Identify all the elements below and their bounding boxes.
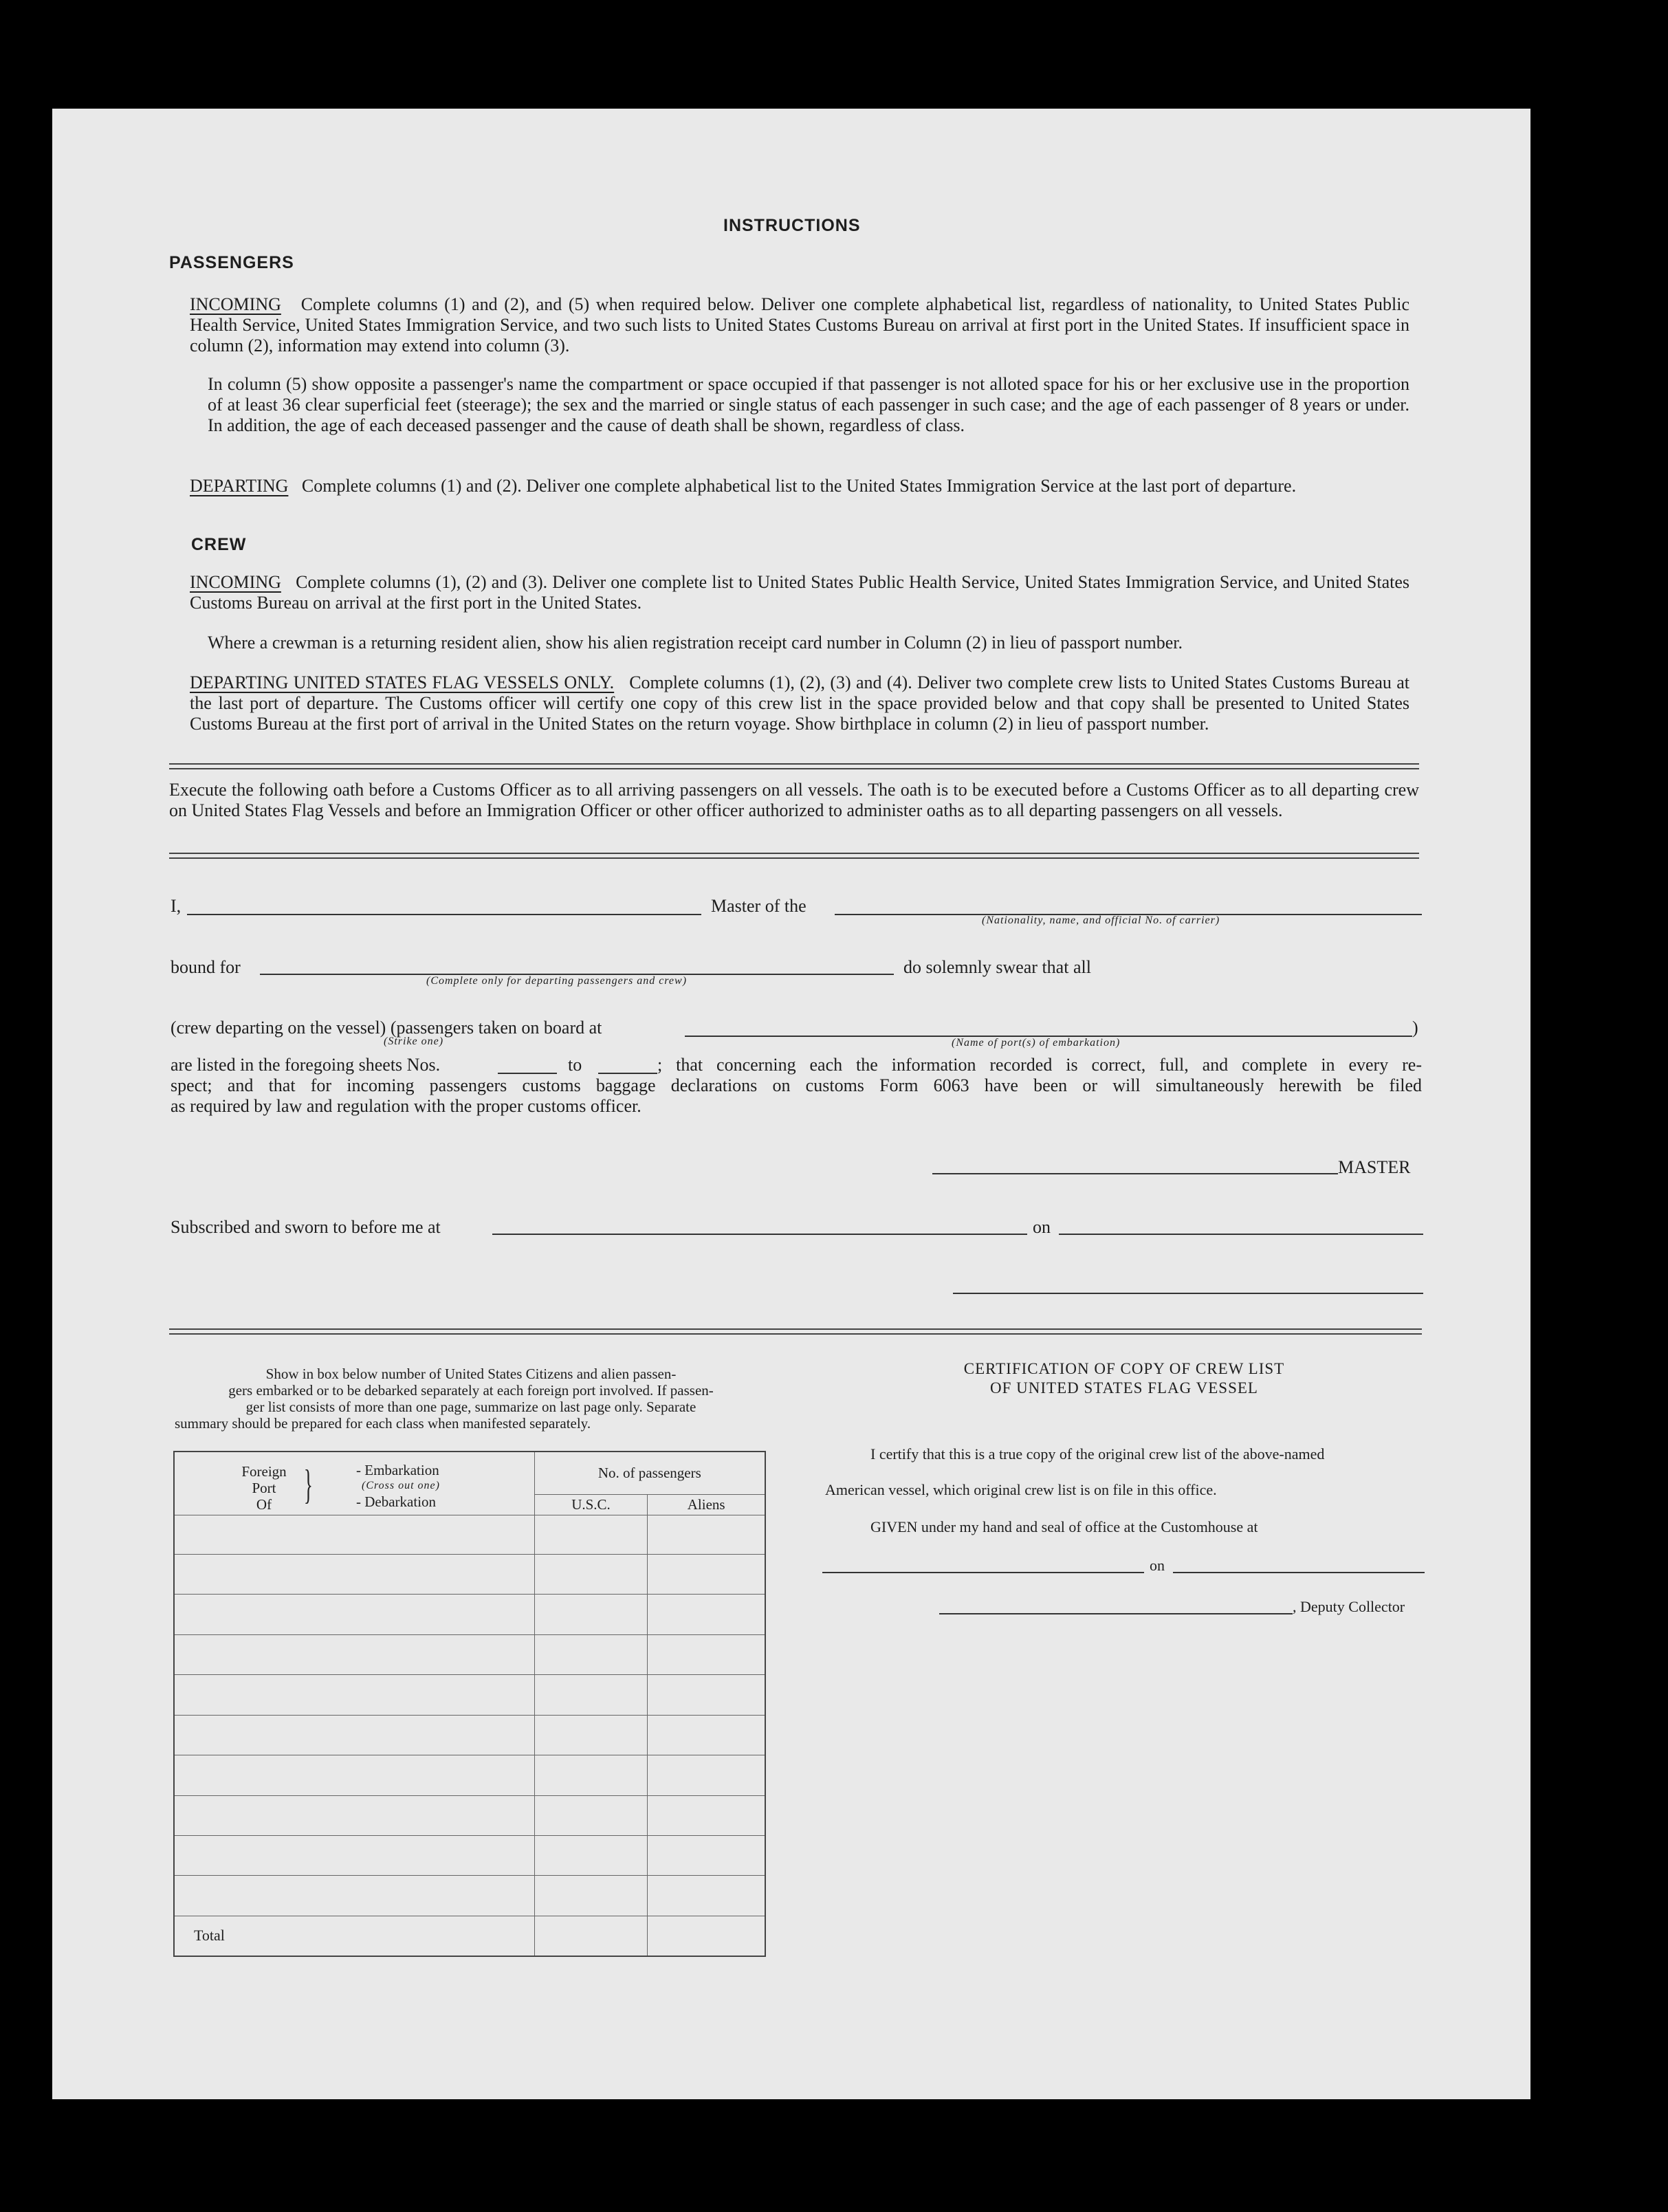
passengers-incoming-paragraph xyxy=(190,294,1409,356)
crew-departing-text: Complete columns (1), (2), (3) and (4). Deliver two complete crew lists to United States Customs Bureau at the last port of departure. The Customs officer will certify one copy of this crew list in the space provided below and that copy shall be presented to United States Customs Bureau at the first port of arrival in the United States on the return voyage. Show birthplace in column (2) in lieu of passport number. xyxy=(190,672,1410,734)
aliens-cell[interactable] xyxy=(648,1554,765,1594)
summary-instruction-line: gers embarked or to be debarked separately at each foreign port involved. If passen- xyxy=(228,1382,714,1399)
certification-line-2: American vessel, which original crew list is on file in this office. xyxy=(825,1481,1217,1498)
page-title: INSTRUCTIONS xyxy=(723,216,861,235)
port-cell[interactable] xyxy=(174,1515,534,1554)
foreign-port-header xyxy=(174,1452,534,1515)
passengers-incoming-text: Complete columns (1) and (2), and (5) when required below. Deliver one complete alphabetical list, regardless of nationality, to United States Public Health Service, United States Immigration Service, and two such lists to United States Customs Bureau on arrival at first port in the United States. If insufficient space in column (2), information may extend into column (3). xyxy=(190,294,1410,355)
table-row xyxy=(174,1876,765,1916)
swear-text: do solemnly swear that all xyxy=(903,957,1091,977)
table-row xyxy=(174,1795,765,1835)
subscribed-label: Subscribed and sworn to before me at xyxy=(171,1217,441,1237)
total-label: Total xyxy=(194,1927,225,1945)
passengers-incoming-label: INCOMING xyxy=(190,294,281,314)
usc-cell[interactable] xyxy=(534,1554,648,1594)
passengers-column5-paragraph: In column (5) show opposite a passenger's name the compartment or space occupied if that passenger is not alloted space for his or her exclusive use in the proportion of at least 36 clear superficial feet (steerage); the sex and the married or single status of each passenger in such case; and the age of each passenger of 8 years or under. In addition, the age of each deceased passenger and the cause of death shall be shown, regardless of class. xyxy=(208,374,1409,435)
crew-departing-paragraph xyxy=(190,672,1409,734)
table-row xyxy=(174,1715,765,1755)
aliens-cell[interactable] xyxy=(648,1515,765,1554)
aliens-cell[interactable] xyxy=(648,1755,765,1795)
embarkation-label: - Embarkation xyxy=(356,1462,439,1478)
cross-out-caption: (Cross out one) xyxy=(362,1480,440,1491)
usc-cell[interactable] xyxy=(534,1634,648,1674)
usc-cell[interactable] xyxy=(534,1595,648,1634)
aliens-cell[interactable] xyxy=(648,1835,765,1875)
port-cell[interactable] xyxy=(174,1795,534,1835)
usc-cell[interactable] xyxy=(534,1835,648,1875)
summary-instruction-line: Show in box below number of United States Citizens and alien passen- xyxy=(265,1366,677,1382)
port-cell[interactable] xyxy=(174,1634,534,1674)
carrier-caption: (Nationality, name, and official No. of carrier) xyxy=(982,915,1220,926)
crew-resident-paragraph: Where a crewman is a returning resident alien, show his alien registration receipt card number in Column (2) in lieu of passport number. xyxy=(208,633,1183,653)
aliens-cell[interactable] xyxy=(648,1634,765,1674)
total-cell xyxy=(174,1916,534,1956)
port-cell[interactable] xyxy=(174,1675,534,1715)
brace-icon: } xyxy=(303,1462,313,1507)
bound-for-caption: (Complete only for departing passengers and crew) xyxy=(426,975,688,987)
aliens-header: Aliens xyxy=(648,1495,765,1515)
crew-heading: CREW xyxy=(191,535,247,554)
master-of-the-label: Master of the xyxy=(711,896,806,916)
usc-cell[interactable] xyxy=(534,1755,648,1795)
aliens-cell[interactable] xyxy=(648,1715,765,1755)
usc-cell[interactable] xyxy=(534,1675,648,1715)
certification-title-2: OF UNITED STATES FLAG VESSEL xyxy=(990,1379,1258,1397)
close-paren: ) xyxy=(1412,1018,1418,1038)
aliens-cell[interactable] xyxy=(648,1675,765,1715)
table-row xyxy=(174,1554,765,1594)
passenger-summary-table xyxy=(173,1451,766,1957)
crew-departing-label: DEPARTING UNITED STATES FLAG VESSELS ONLY. xyxy=(190,672,615,692)
crew-incoming-text: Complete columns (1), (2) and (3). Deliver one complete list to United States Public Health Service, United States Immigration Service, and United States Customs Bureau on arrival at the first port in the United States. xyxy=(190,572,1409,613)
sworn-date-field[interactable] xyxy=(1059,1234,1423,1235)
ports-caption: (Name of port(s) of embarkation) xyxy=(952,1037,1121,1049)
listed-text-b: ; that concerning each the information recorded is correct, full, and complete in every re- xyxy=(657,1055,1422,1075)
no-of-passengers-header: No. of passengers xyxy=(534,1452,765,1495)
deputy-signature-field[interactable] xyxy=(939,1613,1293,1614)
certification-date-field[interactable] xyxy=(1173,1572,1425,1573)
divider xyxy=(169,763,1419,769)
usc-total-cell[interactable] xyxy=(534,1916,648,1956)
passengers-departing-paragraph xyxy=(190,476,1409,496)
crew-passengers-choice: (crew departing on the vessel) (passengers taken on board at xyxy=(171,1018,602,1038)
table-row xyxy=(174,1634,765,1674)
crew-incoming-paragraph xyxy=(190,572,1409,613)
port-cell[interactable] xyxy=(174,1755,534,1795)
customhouse-field[interactable] xyxy=(822,1572,1144,1573)
usc-header: U.S.C. xyxy=(534,1495,648,1515)
deputy-collector-label: , Deputy Collector xyxy=(1293,1598,1405,1615)
strike-one-caption: (Strike one) xyxy=(384,1036,444,1047)
port-cell[interactable] xyxy=(174,1715,534,1755)
table-row xyxy=(174,1675,765,1715)
master-label: MASTER xyxy=(1338,1157,1411,1177)
passengers-heading: PASSENGERS xyxy=(169,253,294,272)
summary-instruction-line: summary should be prepared for each class when manifested separately. xyxy=(175,1415,591,1432)
sworn-place-field[interactable] xyxy=(492,1234,1027,1235)
usc-cell[interactable] xyxy=(534,1795,648,1835)
aliens-cell[interactable] xyxy=(648,1595,765,1634)
passengers-departing-label: DEPARTING xyxy=(190,476,289,496)
master-name-field[interactable] xyxy=(187,914,701,915)
oath-i-label: I, xyxy=(171,896,182,916)
divider xyxy=(169,1328,1422,1335)
sheet-from-field[interactable] xyxy=(498,1073,557,1074)
usc-cell[interactable] xyxy=(534,1715,648,1755)
certification-line-3: GIVEN under my hand and seal of office at the Customhouse at xyxy=(870,1518,1258,1535)
listed-text-c: spect; and that for incoming passengers customs baggage declarations on customs Form 6063 have been or will simultaneously herewith be filed xyxy=(171,1075,1422,1095)
port-label: Port xyxy=(252,1480,276,1496)
passengers-departing-text: Complete columns (1) and (2). Deliver one complete alphabetical list to the United States Immigration Service at the last port of departure. xyxy=(301,476,1297,496)
master-signature-field[interactable] xyxy=(932,1173,1338,1174)
aliens-cell[interactable] xyxy=(648,1876,765,1916)
total-row xyxy=(174,1916,765,1956)
table-row xyxy=(174,1835,765,1875)
listed-to: to xyxy=(568,1055,582,1075)
sheet-to-field[interactable] xyxy=(598,1073,657,1074)
aliens-cell[interactable] xyxy=(648,1795,765,1835)
divider xyxy=(169,853,1419,859)
table-row xyxy=(174,1755,765,1795)
summary-instruction-line: ger list consists of more than one page, summarize on last page only. Separate xyxy=(245,1399,696,1415)
crew-incoming-label: INCOMING xyxy=(190,572,281,592)
of-label: Of xyxy=(256,1496,272,1513)
listed-text-d: as required by law and regulation with the proper customs officer. xyxy=(171,1096,641,1116)
bound-for-label: bound for xyxy=(171,957,241,977)
port-cell[interactable] xyxy=(174,1554,534,1594)
certification-line-1: I certify that this is a true copy of the original crew list of the above-named xyxy=(870,1445,1325,1463)
port-cell[interactable] xyxy=(174,1595,534,1634)
listed-text-start: are listed in the foregoing sheets Nos. xyxy=(171,1055,441,1075)
oath-intro-paragraph: Execute the following oath before a Customs Officer as to all arriving passengers on all vessels. The oath is to be executed before a Customs Officer as to all departing crew on United States Flag Vessels and before an Immigration Officer or other officer authorized to administer oaths as to all departing passengers on all vessels. xyxy=(169,780,1419,820)
usc-cell[interactable] xyxy=(534,1876,648,1916)
table-row xyxy=(174,1515,765,1554)
debarkation-label: - Debarkation xyxy=(356,1493,437,1510)
officer-signature-field[interactable] xyxy=(953,1293,1423,1294)
usc-cell[interactable] xyxy=(534,1515,648,1554)
certification-title-1: CERTIFICATION OF COPY OF CREW LIST xyxy=(963,1360,1285,1377)
certification-on-label: on xyxy=(1150,1557,1165,1574)
port-cell[interactable] xyxy=(174,1876,534,1916)
aliens-total-cell[interactable] xyxy=(648,1916,765,1956)
foreign-label: Foreign xyxy=(241,1463,287,1480)
table-row xyxy=(174,1595,765,1634)
sworn-on-label: on xyxy=(1033,1217,1051,1237)
port-cell[interactable] xyxy=(174,1835,534,1875)
